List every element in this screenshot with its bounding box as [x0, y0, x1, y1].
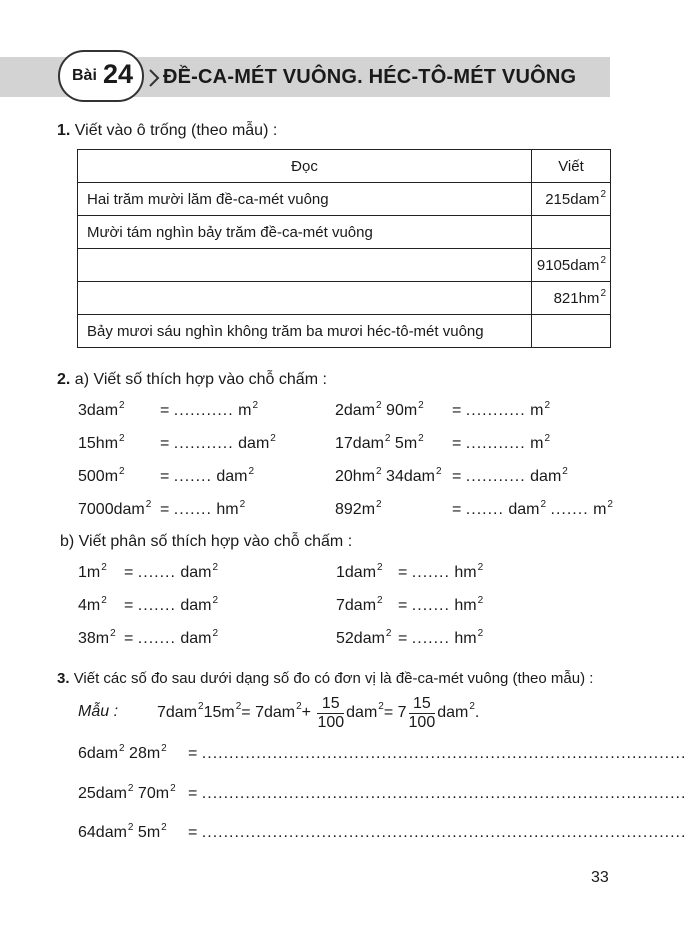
read-cell[interactable]: [78, 249, 532, 282]
ex2a-right-term: 2dam$^2$ $90m^2$: [335, 400, 424, 419]
ex3-answer-line[interactable]: = .........................................................................................: [188, 824, 686, 841]
read-cell[interactable]: [78, 282, 532, 315]
sample-fraction: $\frac{15}{100}$: [317, 694, 345, 731]
write-cell: $821hm^2$: [532, 282, 611, 315]
ex2b-left-term: $38m^2$: [78, 628, 116, 647]
ex2a-left-term: $500m^2$: [78, 466, 125, 485]
read-cell: Bảy mươi sáu nghìn không trăm ba mươi héc-tô-mét vuông: [78, 315, 532, 348]
ex2-part-a-instruction: a) Viết số thích hợp vào chỗ chấm :: [74, 371, 327, 388]
sample-label: Mẫu :: [78, 703, 119, 720]
ex2b-left-answer[interactable]: = ....... dam$^2$: [124, 628, 219, 647]
table-row: [78, 249, 611, 282]
ex2-heading: [57, 371, 327, 389]
lesson-word: Bài: [72, 67, 97, 84]
ex2a-right-answer[interactable]: = ........... $m^2$: [452, 433, 551, 452]
sample-fraction-2: $\frac{15}{100}$: [408, 694, 436, 731]
ex2b-right-term: 1dam$^2$: [336, 562, 383, 581]
ex3-term: 25dam$^2$ $70m^2$: [78, 783, 176, 802]
ex1-instruction: Viết vào ô trống (theo mẫu) :: [74, 122, 278, 139]
col-header-read: Đọc: [78, 150, 532, 183]
ex2a-right-term: $892m^2$: [335, 499, 382, 518]
ex2b-right-answer[interactable]: = ....... $hm^2$: [398, 562, 484, 581]
ex3-term: 6dam$^2$ $28m^2$: [78, 743, 167, 762]
ex2a-left-term: 7000dam$^2$: [78, 499, 152, 518]
ex1-number: 1.: [57, 122, 71, 139]
ex2b-left-answer[interactable]: = ....... dam$^2$: [124, 562, 219, 581]
ex2b-right-answer[interactable]: = ....... $hm^2$: [398, 628, 484, 647]
ex3-answer-line[interactable]: = .........................................................................................: [188, 785, 686, 802]
chevron-right-icon: [148, 68, 160, 88]
sample-equation: 7dam $^2$ 15m $^2$ = 7dam $^2$ + $\frac{15}{100}$ dam $^2$ = 7 $\frac{15}{100}$ dam $^2$ .: [157, 694, 480, 731]
ex2a-right-term: 17dam$^2$ $5m^2$: [335, 433, 424, 452]
col-header-write: Viết: [532, 150, 611, 183]
ex3-number: 3.: [57, 670, 70, 687]
ex2a-left-term: $15hm^2$: [78, 433, 125, 452]
page-title: ĐỀ-CA-MÉT VUÔNG. HÉC-TÔ-MÉT VUÔNG: [163, 66, 577, 88]
ex2a-right-answer[interactable]: = ........... dam$^2$: [452, 466, 568, 485]
write-cell: 9105dam$^2$: [532, 249, 611, 282]
ex3-heading: [57, 670, 593, 687]
write-cell[interactable]: 215dam$^2$: [532, 183, 611, 216]
read-write-table: [77, 149, 611, 348]
ex2a-right-answer[interactable]: = ....... dam$^2$ ....... $m^2$: [452, 499, 613, 518]
read-cell: Mười tám nghìn bảy trăm đề-ca-mét vuông: [78, 216, 532, 249]
ex2a-right-term: $20hm^2$ 34dam$^2$: [335, 466, 442, 485]
ex2a-left-answer[interactable]: = ........... dam$^2$: [160, 433, 276, 452]
write-cell[interactable]: [532, 315, 611, 348]
ex2a-left-term: 3dam$^2$: [78, 400, 125, 419]
table-row: [78, 183, 611, 216]
table-row: [78, 216, 611, 249]
read-cell: Hai trăm mười lăm đề-ca-mét vuông: [78, 183, 532, 216]
ex2-number: 2.: [57, 371, 71, 388]
ex2b-left-term: $1m^2$: [78, 562, 107, 581]
ex3-instruction: Viết các số đo sau dưới dạng số đo có đơn vị là đề-ca-mét vuông (theo mẫu) :: [73, 670, 594, 687]
ex2a-right-answer[interactable]: = ........... $m^2$: [452, 400, 551, 419]
page-number: 33: [591, 869, 609, 886]
ex3-answer-line[interactable]: = .........................................................................................: [188, 745, 686, 762]
ex3-term: 64dam$^2$ $5m^2$: [78, 822, 167, 841]
lesson-number: 24: [103, 59, 134, 89]
ex2b-left-term: $4m^2$: [78, 595, 107, 614]
write-cell[interactable]: [532, 216, 611, 249]
ex2a-left-answer[interactable]: = ........... $m^2$: [160, 400, 259, 419]
table-row: [78, 315, 611, 348]
ex2a-left-answer[interactable]: = ....... $hm^2$: [160, 499, 246, 518]
ex2b-right-term: 52dam$^2$: [336, 628, 392, 647]
ex2b-right-term: 7dam$^2$: [336, 595, 383, 614]
ex2b-left-answer[interactable]: = ....... dam$^2$: [124, 595, 219, 614]
ex2-part-b-instruction: b) Viết phân số thích hợp vào chỗ chấm :: [60, 533, 353, 550]
ex2b-right-answer[interactable]: = ....... $hm^2$: [398, 595, 484, 614]
ex1-heading: [57, 122, 277, 140]
ex2a-left-answer[interactable]: = ....... dam$^2$: [160, 466, 255, 485]
table-row: [78, 282, 611, 315]
